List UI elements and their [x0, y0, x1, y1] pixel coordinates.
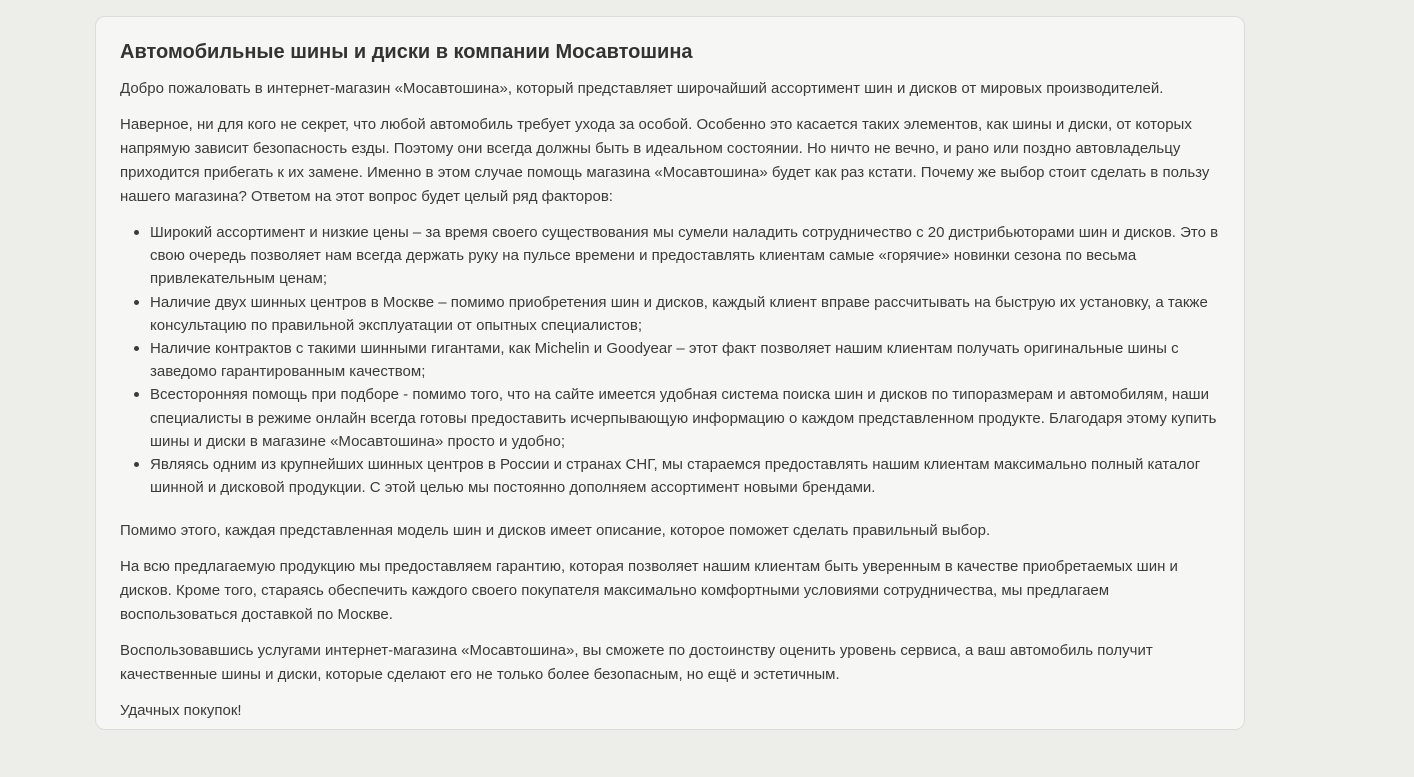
- bullet-icon: [134, 346, 139, 351]
- bullet-icon: [134, 230, 139, 235]
- list-item: [150, 337, 1220, 383]
- list-item-text: Являясь одним из крупнейших шинных центров в России и странах СНГ, мы стараемся предоставлять нашим клиентам максимально полный каталог шинной и дисковой продукции. С этой целью мы постоянно дополняем ассортимент новыми брендами.: [150, 456, 1201, 497]
- list-item-text: Всесторонняя помощь при подборе - помимо того, что на сайте имеется удобная система поиска шин и дисков по типоразмерам и автомобилям, наши специалисты в режиме онлайн всегда готовы предоставить исчерпывающую информацию о каждом представленном продукте. Благодаря этому купить шины и диски в магазине «Мосавтошина» просто и удобно;: [150, 386, 1217, 450]
- list-item: [150, 453, 1220, 499]
- bullet-icon: [134, 462, 139, 467]
- list-item: [150, 383, 1220, 453]
- list-item-text: Наличие контрактов с такими шинными гигантами, как Michelin и Goodyear – этот факт позволяет нашим клиентам получать оригинальные шины с заведомо гарантированным качеством;: [150, 340, 1179, 381]
- warranty-paragraph: На всю предлагаемую продукцию мы предоставляем гарантию, которая позволяет нашим клиентам быть уверенным в качестве приобретаемых шин и дисков. Кроме того, стараясь обеспечить каждого своего покупателя максимально комфортными условиями сотрудничества, мы предлагаем воспользоваться доставкой по Москве.: [120, 558, 1178, 624]
- article-title: Автомобильные шины и диски в компании Мосавтошина: [120, 41, 693, 63]
- article-card: [95, 16, 1245, 730]
- bullet-icon: [134, 392, 139, 397]
- description-paragraph: Помимо этого, каждая представленная модель шин и дисков имеет описание, которое поможет сделать правильный выбор.: [120, 522, 991, 540]
- list-item: [150, 221, 1220, 291]
- bullet-icon: [134, 300, 139, 305]
- list-item-text: Наличие двух шинных центров в Москве – помимо приобретения шин и дисков, каждый клиент вправе рассчитывать на быструю их установку, а также консультацию по правильной эксплуатации от опытных специалистов;: [150, 293, 1208, 334]
- reasons-paragraph: Наверное, ни для кого не секрет, что любой автомобиль требует ухода за особой. Особенно это касается таких элементов, как шины и диски, от которых напрямую зависит безопасность езды. Поэтому они всегда должны быть в идеальном состоянии. Но ничто не вечно, и рано или поздно автовладельцу приходится прибегать к их замене. Именно в этом случае помощь магазина «Мосавтошина» будет как раз кстати. Почему же выбор стоит сделать в пользу нашего магазина? Ответом на этот вопрос будет целый ряд факторов:: [120, 116, 1210, 205]
- intro-paragraph: Добро пожаловать в интернет-магазин «Мосавтошина», который представляет широчайший ассортимент шин и дисков от мировых производителей.: [120, 80, 1164, 97]
- closing-text: Удачных покупок!: [120, 702, 242, 720]
- factors-list: [120, 221, 1220, 499]
- list-item-text: Широкий ассортимент и низкие цены – за время своего существования мы сумели наладить сотрудничество с 20 дистрибьюторами шин и дисков. Это в свою очередь позволяет нам всегда держать руку на пульсе времени и предоставлять клиентам самые «горячие» новинки сезона по весьма привлекательным ценам;: [150, 224, 1219, 288]
- service-paragraph: Воспользовавшись услугами интернет-магазина «Мосавтошина», вы сможете по достоинству оценить уровень сервиса, а ваш автомобиль получит качественные шины и диски, которые сделают его не только более безопасным, но ещё и эстетичным.: [120, 642, 1153, 684]
- list-item: [150, 291, 1220, 337]
